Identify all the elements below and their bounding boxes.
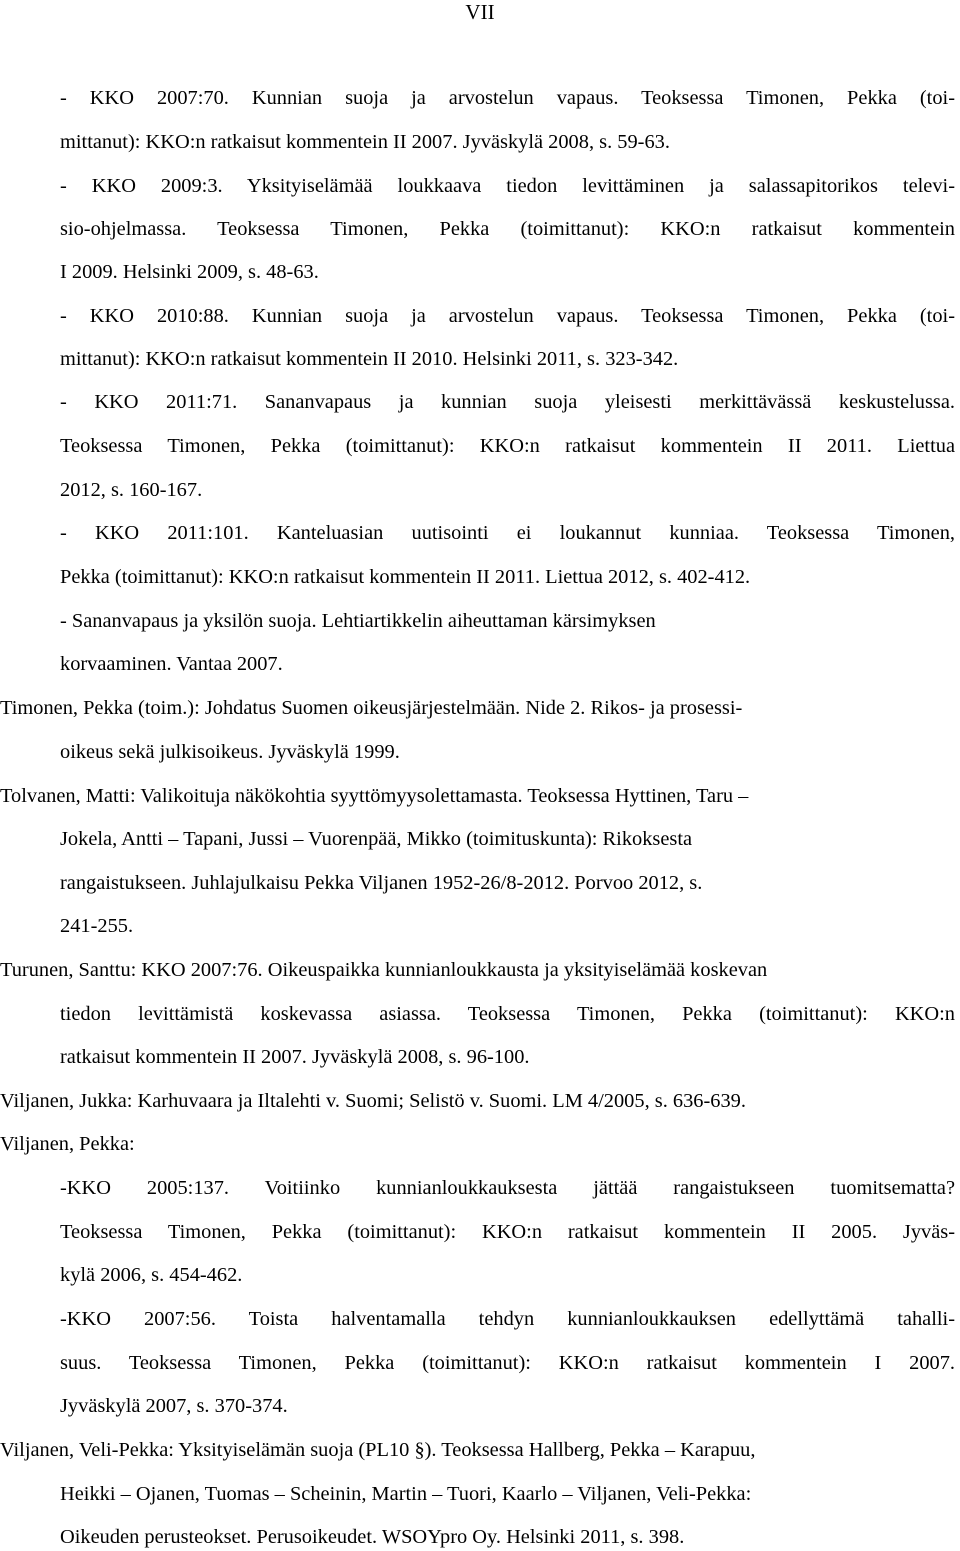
entry-author-line: Tolvanen, Matti: Valikoituja näkökohtia syyttömyysolettamasta. Teoksessa Hyttinen, Taru – [0,785,749,807]
entry-continuation-line: ratkaisut kommentein II 2007. Jyväskylä 2008, s. 96-100. [60,1046,530,1068]
entry-continuation-line: Teoksessa Timonen, Pekka (toimittanut): KKO:n ratkaisut kommentein II 2011. Liettua [60,435,955,457]
entry-continuation-line: Jokela, Antti – Tapani, Jussi – Vuorenpää, Mikko (toimituskunta): Rikoksesta [60,828,693,850]
entry-continuation-line: mittanut): KKO:n ratkaisut kommentein II 2007. Jyväskylä 2008, s. 59-63. [60,131,670,153]
page-number: VII [465,0,495,24]
entry-continuation-line: Teoksessa Timonen, Pekka (toimittanut): KKO:n ratkaisut kommentein II 2005. Jyväs- [60,1221,955,1243]
entry-continuation-line: Heikki – Ojanen, Tuomas – Scheinin, Martin – Tuori, Kaarlo – Viljanen, Veli-Pekka: [60,1483,752,1505]
entry-continuation-line: I 2009. Helsinki 2009, s. 48-63. [60,261,319,283]
entry-continuation-line: suus. Teoksessa Timonen, Pekka (toimittanut): KKO:n ratkaisut kommentein I 2007. [60,1352,955,1374]
entry-continuation-line: oikeus sekä julkisoikeus. Jyväskylä 1999. [60,741,400,763]
entry-continuation-line: mittanut): KKO:n ratkaisut kommentein II 2010. Helsinki 2011, s. 323-342. [60,348,679,370]
entry-author-line: Viljanen, Veli-Pekka: Yksityiselämän suoja (PL10 §). Teoksessa Hallberg, Pekka – Karapuu, [0,1439,756,1461]
entry-author-line: Viljanen, Pekka: [0,1133,135,1155]
entry-continuation-line: - KKO 2007:70. Kunnian suoja ja arvostelun vapaus. Teoksessa Timonen, Pekka (toi- [60,87,955,109]
entry-continuation-line: rangaistukseen. Juhlajulkaisu Pekka Viljanen 1952-26/8-2012. Porvoo 2012, s. [60,872,703,894]
entry-continuation-line: -KKO 2005:137. Voitiinko kunnianloukkauksesta jättää rangaistukseen tuomitsematta? [60,1177,955,1199]
entry-continuation-line: - KKO 2009:3. Yksityiselämää loukkaava tiedon levittäminen ja salassapitorikos televi- [60,175,955,197]
entry-continuation-line: -KKO 2007:56. Toista halventamalla tehdyn kunnianloukkauksen edellyttämä tahalli- [60,1308,955,1330]
entry-continuation-line: 241-255. [60,915,134,937]
entry-continuation-line: korvaaminen. Vantaa 2007. [60,653,283,675]
entry-continuation-line: 2012, s. 160-167. [60,479,203,501]
entry-author-line: Timonen, Pekka (toim.): Johdatus Suomen oikeusjärjestelmään. Nide 2. Rikos- ja prosessi- [0,697,743,719]
entry-continuation-line: Jyväskylä 2007, s. 370-374. [60,1395,288,1417]
entry-continuation-line: - KKO 2011:71. Sananvapaus ja kunnian suoja yleisesti merkittävässä keskustelussa. [60,391,955,413]
entry-continuation-line: - KKO 2010:88. Kunnian suoja ja arvostelun vapaus. Teoksessa Timonen, Pekka (toi- [60,305,955,327]
entry-continuation-line: - Sananvapaus ja yksilön suoja. Lehtiartikkelin aiheuttaman kärsimyksen [60,610,656,632]
entry-continuation-line: Oikeuden perusteokset. Perusoikeudet. WSOYpro Oy. Helsinki 2011, s. 398. [60,1526,685,1548]
entry-continuation-line: sio-ohjelmassa. Teoksessa Timonen, Pekka (toimittanut): KKO:n ratkaisut kommentein [60,218,955,240]
entry-author-line: Turunen, Santtu: KKO 2007:76. Oikeuspaikka kunnianloukkausta ja yksityiselämää koskevan [0,959,768,981]
entry-continuation-line: Pekka (toimittanut): KKO:n ratkaisut kommentein II 2011. Liettua 2012, s. 402-412. [60,566,751,588]
entry-continuation-line: kylä 2006, s. 454-462. [60,1264,243,1286]
entry-continuation-line: - KKO 2011:101. Kanteluasian uutisointi ei loukannut kunniaa. Teoksessa Timonen, [60,522,955,544]
entry-continuation-line: tiedon levittämistä koskevassa asiassa. Teoksessa Timonen, Pekka (toimittanut): KKO:n [60,1003,955,1025]
entry-author-line: Viljanen, Jukka: Karhuvaara ja Iltalehti v. Suomi; Selistö v. Suomi. LM 4/2005, s. 636-639. [0,1090,746,1112]
